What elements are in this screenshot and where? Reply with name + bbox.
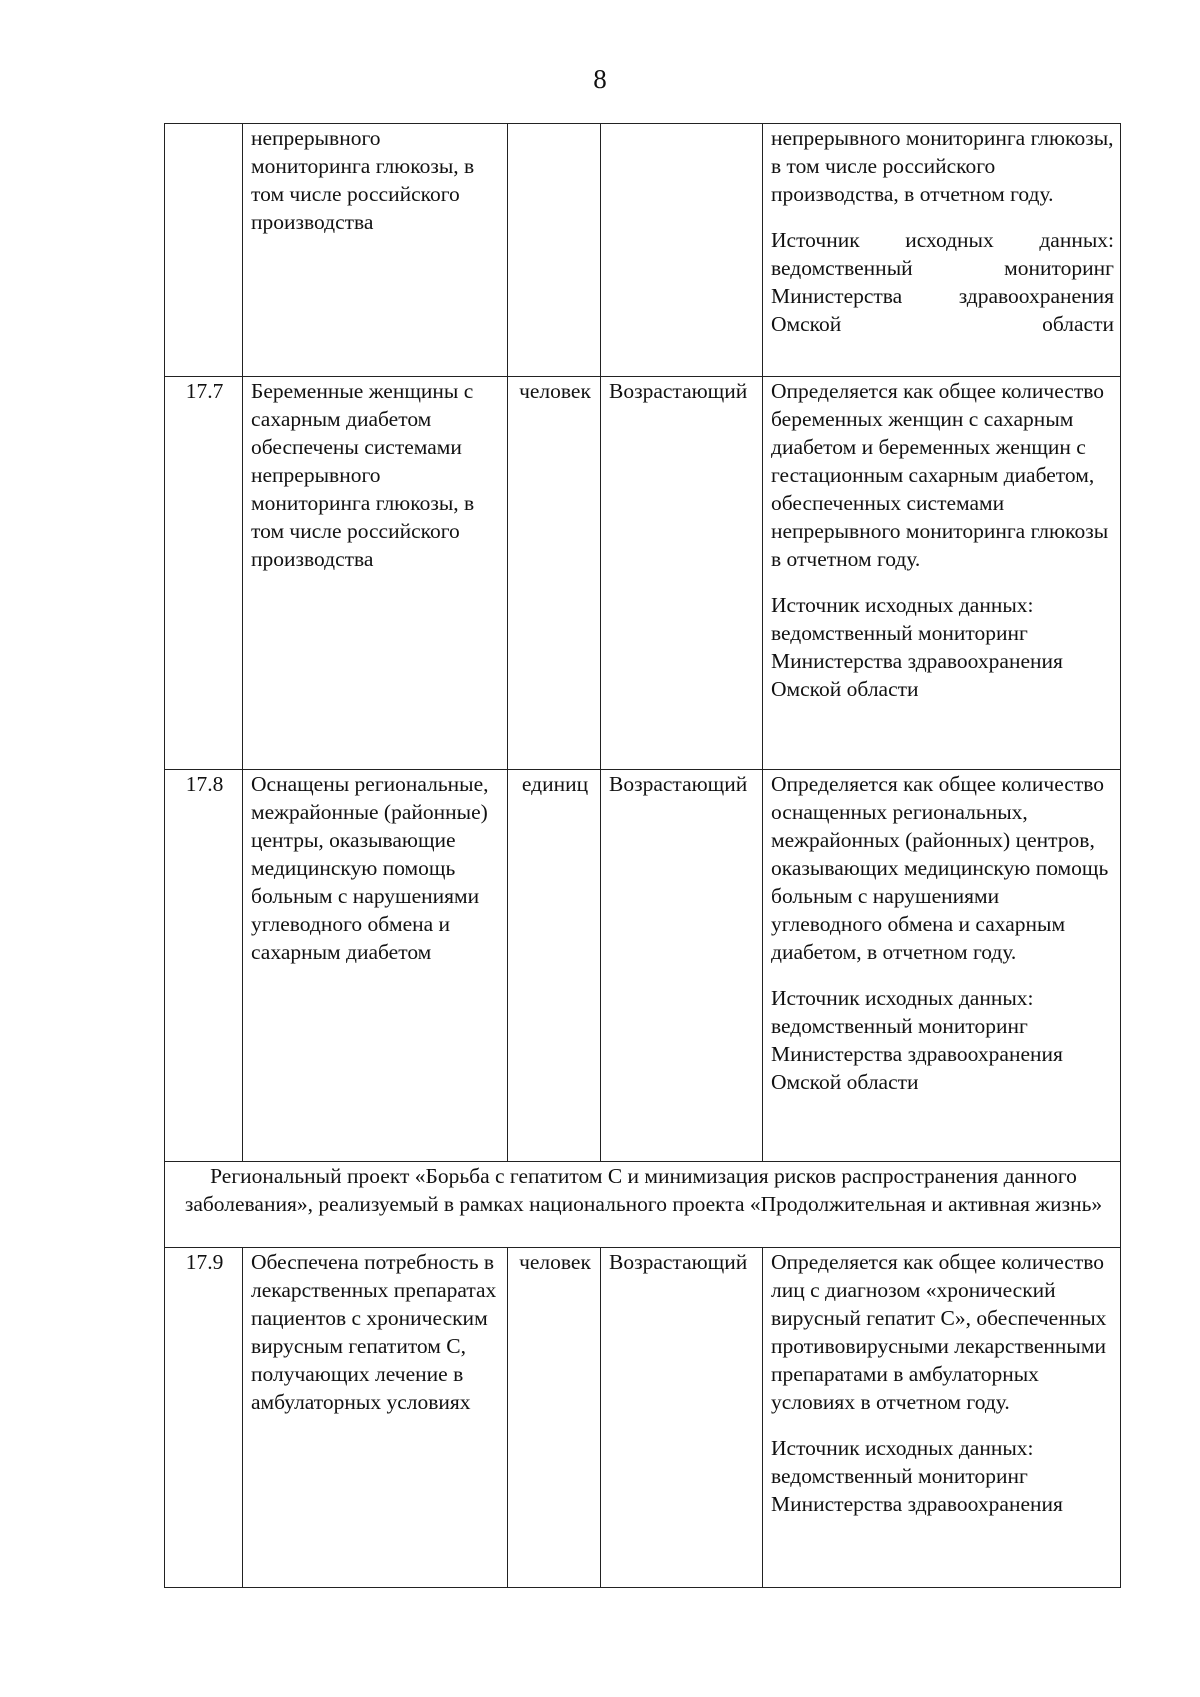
row-number	[165, 124, 243, 377]
unit-of-measure: человек	[508, 1248, 601, 1588]
indicator-definition-cell	[763, 124, 1121, 377]
indicator-definition-cell	[763, 377, 1121, 770]
table-row	[165, 124, 1121, 377]
indicator-definition-cell	[763, 770, 1121, 1162]
indicator-name: непрерывного мониторинга глюкозы, в том числе российского производства	[243, 124, 508, 377]
page-number: 8	[593, 64, 607, 94]
indicator-trend: Возрастающий	[601, 770, 763, 1162]
indicator-name: Оснащены региональные, межрайонные (районные) центры, оказывающие медицинскую помощь больным с нарушениями углеводного обмена и сахарным диабетом	[243, 770, 508, 1162]
indicator-definition: Определяется как общее количество лиц с диагнозом «хронический вирусный гепатит С», обеспеченных противовирусными лекарственными препаратами в амбулаторных условиях в отчетном году.	[771, 1250, 1107, 1414]
indicator-name: Беременные женщины с сахарным диабетом обеспечены системами непрерывного мониторинга глюкозы, в том числе российского производства	[243, 377, 508, 770]
table-row	[165, 1248, 1121, 1588]
data-source: Источник исходных данных: ведомственный мониторинг Министерства здравоохранения	[771, 1436, 1063, 1516]
indicators-table	[164, 123, 1121, 1588]
unit-of-measure: человек	[508, 377, 601, 770]
data-source: Источник исходных данных: ведомственный мониторинг Министерства здравоохранения Омской области	[771, 593, 1063, 701]
section-title: Региональный проект «Борьба с гепатитом С и минимизация рисков распространения данного заболевания», реализуемый в рамках национального проекта «Продолжительная и активная жизнь»	[165, 1162, 1121, 1248]
indicator-trend: Возрастающий	[601, 377, 763, 770]
indicator-name: Обеспечена потребность в лекарственных препаратах пациентов с хроническим вирусным гепатитом С, получающих лечение в амбулаторных условиях	[243, 1248, 508, 1588]
indicator-definition-cell	[763, 1248, 1121, 1588]
row-number: 17.8	[165, 770, 243, 1162]
unit-of-measure	[508, 124, 601, 377]
indicator-definition: Определяется как общее количество оснащенных региональных, межрайонных (районных) центров, оказывающих медицинскую помощь больным с нарушениями углеводного обмена и сахарным диабетом, в отчетном году.	[771, 772, 1109, 964]
data-source: Источник исходных данных: ведомственный мониторинг Министерства здравоохранения Омской области	[771, 986, 1063, 1094]
indicator-definition: непрерывного мониторинга глюкозы, в том числе российского производства, в отчетном году.	[771, 126, 1114, 206]
indicator-definition: Определяется как общее количество беременных женщин с сахарным диабетом и беременных женщин с гестационным сахарным диабетом, обеспеченных системами непрерывного мониторинга глюкозы в отчетном году.	[771, 379, 1109, 571]
unit-of-measure: единиц	[508, 770, 601, 1162]
table-row	[165, 377, 1121, 770]
indicator-trend: Возрастающий	[601, 1248, 763, 1588]
data-source: Источник исходных данных: ведомственный мониторинг Министерства здравоохранения Омской области	[771, 228, 1114, 336]
row-number: 17.9	[165, 1248, 243, 1588]
table-row	[165, 770, 1121, 1162]
row-number: 17.7	[165, 377, 243, 770]
indicator-trend	[601, 124, 763, 377]
section-header-row	[165, 1162, 1121, 1248]
